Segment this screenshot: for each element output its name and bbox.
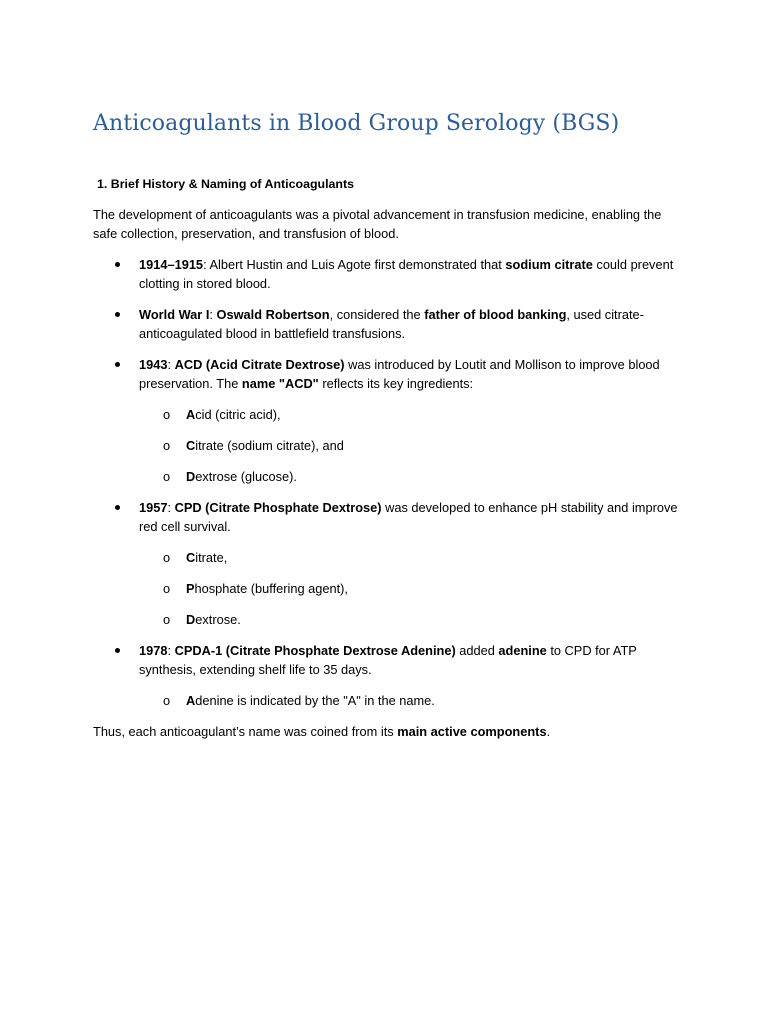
sub-item-initial: A <box>186 693 196 708</box>
list-item <box>93 498 683 629</box>
item-text: could prevent clotting in stored blood. <box>139 257 674 291</box>
item-date: 1943 <box>139 357 168 372</box>
intro-paragraph: The development of anticoagulants was a pivotal advancement in transfusion medicine, enabling the safe collection, preservation, and transfusion of blood. <box>93 207 662 241</box>
sub-bullet-icon: o <box>163 407 171 422</box>
sub-list-item <box>139 436 683 455</box>
document-page <box>93 108 683 741</box>
item-emphasis: CPDA-1 (Citrate Phosphate Dextrose Adenine) <box>174 643 456 658</box>
sub-item-initial: D <box>186 469 196 484</box>
sub-list-item <box>139 467 683 486</box>
item-text: reflects its key ingredients: <box>318 376 474 391</box>
sub-item-text: denine is indicated by the "A" in the name. <box>195 693 435 708</box>
item-text: , used citrate-anticoagulated blood in battlefield transfusions. <box>139 307 644 341</box>
item-date: World War I <box>139 307 210 322</box>
sub-bullet-icon: o <box>163 612 171 627</box>
item-text: : Albert Hustin and Luis Agote first demonstrated that <box>203 257 506 272</box>
item-text: added <box>455 643 499 658</box>
item-emphasis: ACD (Acid Citrate Dextrose) <box>174 357 345 372</box>
closing-text: Thus, each anticoagulant’s name was coined from its <box>93 724 398 739</box>
sub-item-text: itrate, <box>195 550 228 565</box>
sub-item-text: itrate (sodium citrate), and <box>195 438 344 453</box>
bullet-icon <box>115 262 120 267</box>
item-text: was developed to enhance pH stability and improve red cell survival. <box>139 500 678 534</box>
item-text: : <box>167 357 175 372</box>
sub-bullet-icon: o <box>163 469 171 484</box>
item-emphasis: CPD (Citrate Phosphate Dextrose) <box>174 500 382 515</box>
sub-bullet-icon: o <box>163 550 171 565</box>
sub-bullet-icon: o <box>163 693 171 708</box>
sub-item-initial: A <box>186 407 196 422</box>
bullet-icon <box>115 312 120 317</box>
list-item <box>93 305 683 343</box>
list-item <box>93 355 683 486</box>
item-text: was introduced by Loutit and Mollison to improve blood preservation. The <box>139 357 660 391</box>
item-text: to CPD for ATP synthesis, extending shelf life to 35 days. <box>139 643 637 677</box>
item-text: , considered the <box>329 307 425 322</box>
sub-list <box>139 691 683 710</box>
bullet-icon <box>115 648 120 653</box>
sub-item-text: extrose (glucose). <box>195 469 297 484</box>
sub-item-text: extrose. <box>195 612 241 627</box>
item-emphasis: adenine <box>498 643 547 658</box>
closing-emphasis: main active components <box>397 724 547 739</box>
sub-list-item <box>139 405 683 424</box>
item-text: : <box>167 643 175 658</box>
sub-item-initial: D <box>186 612 196 627</box>
document-title: Anticoagulants in Blood Group Serology (BGS) <box>93 111 620 136</box>
item-date: 1914–1915 <box>139 257 204 272</box>
sub-bullet-icon: o <box>163 581 171 596</box>
bullet-icon <box>115 362 120 367</box>
sub-list <box>139 405 683 486</box>
list-item <box>93 255 683 293</box>
sub-item-initial: C <box>186 438 196 453</box>
item-emphasis: father of blood banking <box>424 307 567 322</box>
list-item <box>93 641 683 710</box>
item-date: 1978 <box>139 643 168 658</box>
sub-item-text: cid (citric acid), <box>195 407 281 422</box>
sub-list-item <box>139 548 683 567</box>
sub-list-item <box>139 610 683 629</box>
sub-list-item <box>139 691 683 710</box>
item-text: : <box>209 307 217 322</box>
section-heading: 1. Brief History & Naming of Anticoagulants <box>97 177 355 191</box>
closing-text: . <box>546 724 551 739</box>
item-emphasis: sodium citrate <box>505 257 593 272</box>
closing-paragraph <box>93 722 683 741</box>
sub-item-initial: C <box>186 550 196 565</box>
item-emphasis: Oswald Robertson <box>216 307 330 322</box>
item-emphasis: name "ACD" <box>241 376 319 391</box>
sub-list <box>139 548 683 629</box>
sub-item-text: hosphate (buffering agent), <box>194 581 348 596</box>
sub-bullet-icon: o <box>163 438 171 453</box>
sub-item-initial: P <box>186 581 195 596</box>
item-text: : <box>167 500 175 515</box>
history-list <box>93 255 683 710</box>
sub-list-item <box>139 579 683 598</box>
item-date: 1957 <box>139 500 168 515</box>
bullet-icon <box>115 505 120 510</box>
